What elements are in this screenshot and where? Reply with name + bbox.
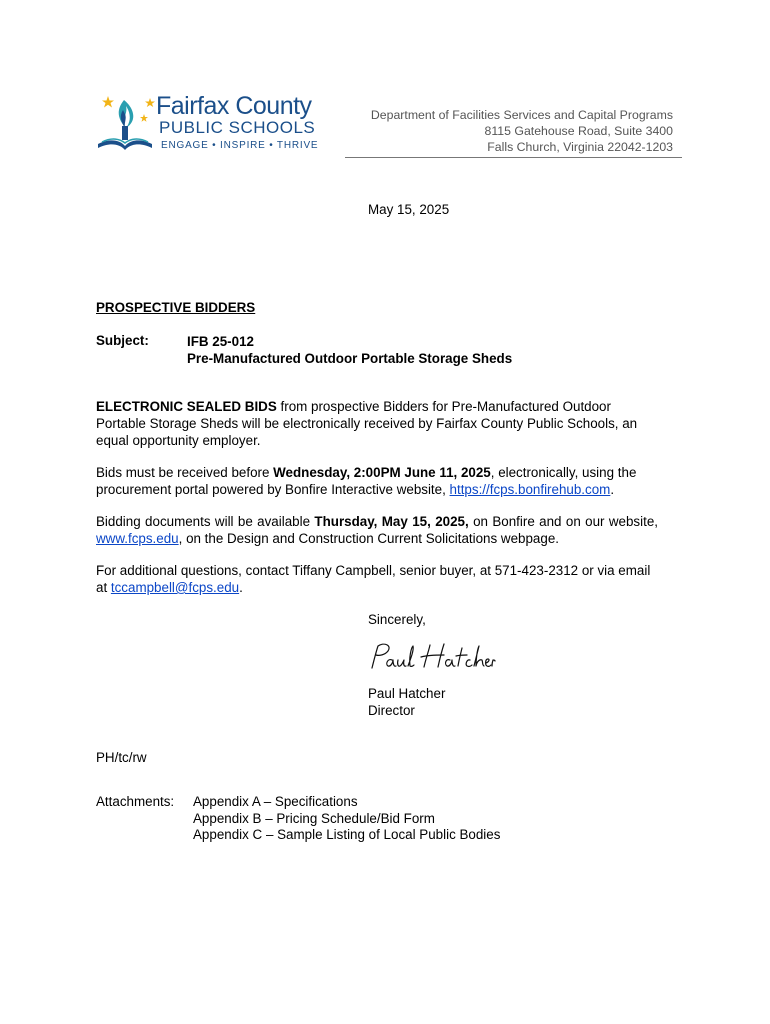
signer-name: Paul Hatcher xyxy=(368,686,446,701)
subject-label: Subject: xyxy=(96,333,149,348)
documents-date: Thursday, May 15, 2025, xyxy=(314,514,469,529)
signer-block xyxy=(368,685,445,719)
reference-initials: PH/tc/rw xyxy=(96,750,147,765)
department-name: Department of Facilities Services and Capital Programs xyxy=(370,108,673,122)
logo-subtitle: PUBLIC SCHOOLS xyxy=(159,118,316,137)
deadline-date: Wednesday, 2:00PM June 11, 2025 xyxy=(273,465,491,480)
street-address: 8115 Gatehouse Road, Suite 3400 xyxy=(484,124,673,138)
documents-text-pre: Bidding documents will be available xyxy=(96,514,315,529)
fcps-website-link[interactable]: www.fcps.edu xyxy=(96,531,179,546)
addressee-heading: PROSPECTIVE BIDDERS xyxy=(96,300,256,315)
header-divider xyxy=(345,157,682,158)
attachments-label: Attachments: xyxy=(96,794,175,809)
bonfire-link[interactable]: https://fcps.bonfirehub.com xyxy=(449,482,611,497)
signer-title: Director xyxy=(368,703,415,718)
department-address xyxy=(371,107,673,155)
fcps-logo xyxy=(94,92,324,156)
logo-tagline: ENGAGE • INSPIRE • THRIVE xyxy=(161,140,319,151)
questions-text-post: . xyxy=(239,580,243,595)
attachment-item: Appendix A – Specifications xyxy=(193,794,358,809)
letter-date: May 15, 2025 xyxy=(368,202,450,217)
closing: Sincerely, xyxy=(368,612,426,627)
attachment-item: Appendix B – Pricing Schedule/Bid Form xyxy=(193,810,435,826)
city-state-zip: Falls Church, Virginia 22042-1203 xyxy=(487,140,673,154)
subject-ifb-number: IFB 25-012 xyxy=(187,334,254,349)
attachment-item: Appendix C – Sample Listing of Local Public Bodies xyxy=(193,827,501,842)
paragraph-questions xyxy=(96,562,658,596)
questions-text-pre: For additional questions, contact Tiffany Campbell, senior buyer, at 571-423-2312 or via email at xyxy=(96,563,651,595)
handwritten-signature xyxy=(366,640,496,674)
buyer-email-link[interactable]: tccampbell@fcps.edu xyxy=(110,580,240,595)
torch-book-icon xyxy=(94,92,158,156)
subject-lines xyxy=(187,333,512,367)
attachments-list xyxy=(193,794,500,844)
deadline-text-mid: , electronically, using the procurement portal powered by Bonfire Interactive website, xyxy=(96,465,637,497)
paragraph-deadline xyxy=(96,464,658,498)
bids-text: from prospective Bidders for Pre-Manufactured Outdoor Portable Storage Sheds will be electronically received by Fairfax County Public Schools, an equal opportunity employer. xyxy=(96,399,638,448)
documents-text-mid: on Bonfire and on our website, xyxy=(468,514,658,529)
logo-title: Fairfax County xyxy=(156,92,312,120)
documents-text-post: , on the Design and Construction Current Solicitations webpage. xyxy=(178,531,559,546)
bids-emphasis: ELECTRONIC SEALED BIDS xyxy=(96,399,277,414)
deadline-text-post: . xyxy=(610,482,615,497)
paragraph-bids xyxy=(96,398,658,449)
paragraph-documents xyxy=(96,513,658,547)
deadline-text-pre: Bids must be received before xyxy=(96,465,274,480)
subject-title: Pre-Manufactured Outdoor Portable Storage Sheds xyxy=(187,351,513,366)
